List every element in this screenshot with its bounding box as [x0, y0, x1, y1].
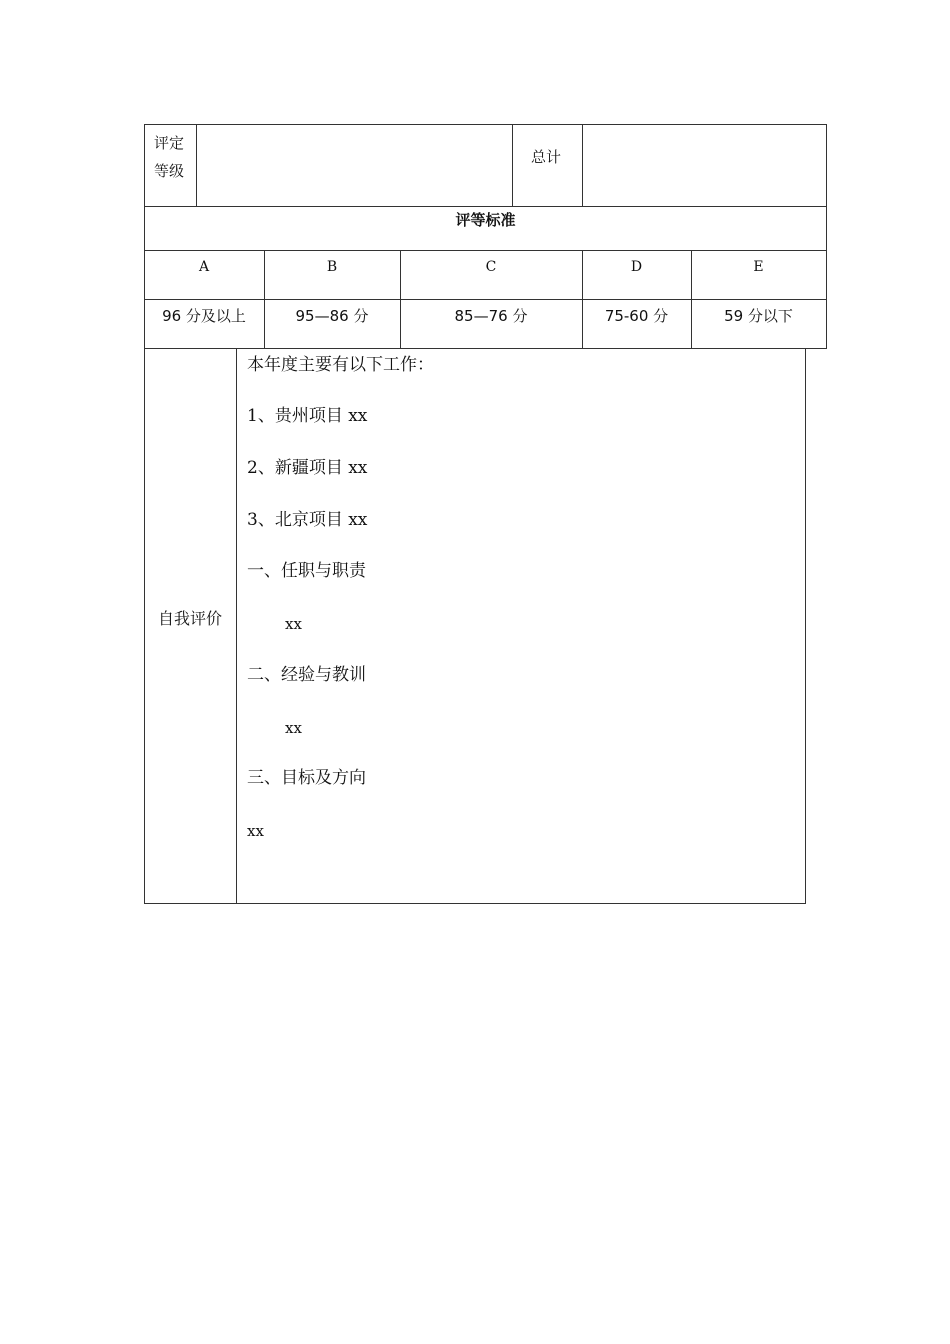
divider-grade-label — [196, 124, 197, 207]
grade-letter-d: D — [630, 259, 643, 275]
work-item-2: 2、新疆项目 xx — [247, 458, 368, 478]
grade-range-a: 96 分及以上 — [162, 307, 246, 325]
section-goals-heading: 三、目标及方向 — [247, 768, 366, 788]
grade-label-line2: 等级 — [154, 162, 185, 180]
section-duties-heading: 一、任职与职责 — [247, 561, 366, 581]
grade-range-c: 85—76 分 — [454, 307, 528, 325]
grade-letter-e: E — [753, 259, 764, 275]
table-top-border — [144, 124, 827, 125]
grade-letter-b: B — [326, 259, 338, 275]
grade-range-d: 75-60 分 — [604, 307, 669, 325]
self-eval-divider — [236, 348, 237, 904]
self-eval-right-border — [805, 348, 806, 904]
grade-letter-a: A — [198, 259, 210, 275]
grade-letter-c: C — [485, 259, 497, 275]
grade-range-e: 59 分以下 — [724, 307, 793, 325]
grade-range-b: 95—86 分 — [295, 307, 369, 325]
divider-grade-value — [512, 124, 513, 207]
section-goals-text: xx — [247, 822, 264, 840]
table-bottom-border — [144, 348, 827, 349]
section-lessons-text: xx — [285, 719, 302, 737]
total-label: 总计 — [531, 148, 562, 166]
row-divider-1 — [144, 206, 827, 207]
self-eval-left-border — [144, 348, 145, 904]
section-duties-text: xx — [285, 615, 302, 633]
row-divider-2 — [144, 250, 827, 251]
grade-label-line1: 评定 — [154, 134, 185, 152]
standards-title: 评等标准 — [455, 211, 516, 229]
divider-total-label — [582, 124, 583, 207]
table-right-border — [826, 124, 827, 349]
work-intro: 本年度主要有以下工作： — [247, 355, 434, 375]
work-item-1: 1、贵州项目 xx — [247, 406, 368, 426]
self-eval-bottom-border — [144, 903, 806, 904]
section-lessons-heading: 二、经验与教训 — [247, 665, 366, 685]
row-divider-3 — [144, 299, 827, 300]
self-eval-label: 自我评价 — [158, 609, 223, 628]
work-item-3: 3、北京项目 xx — [247, 510, 368, 530]
